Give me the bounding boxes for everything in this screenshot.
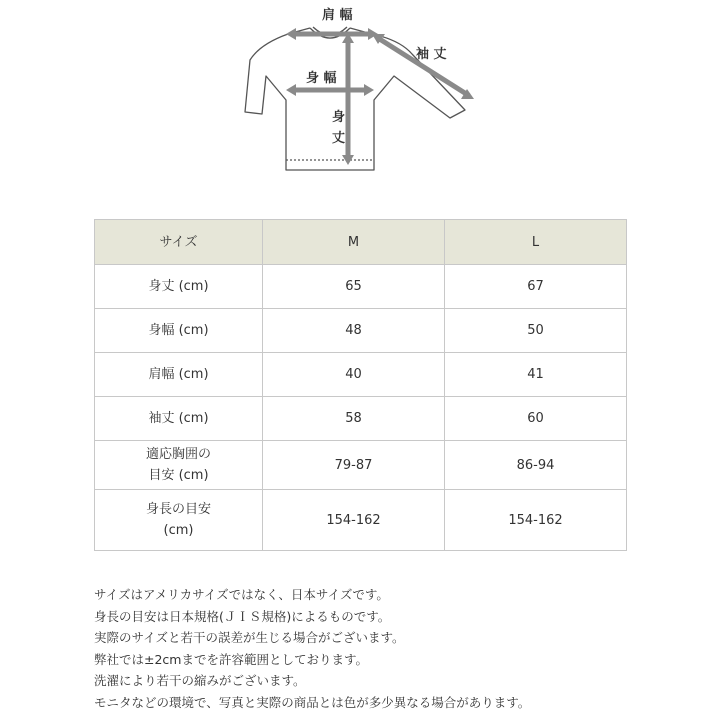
table-row — [95, 490, 627, 551]
value-l: 50 — [445, 309, 627, 353]
note-line: モニタなどの環境で、写真と実際の商品とは色が多少異なる場合があります。 — [94, 694, 531, 710]
shoulder-width-label: 肩 幅 — [322, 8, 353, 23]
value-m: 40 — [263, 353, 445, 397]
table-row — [95, 265, 627, 309]
value-l: 67 — [445, 265, 627, 309]
header-size-label: サイズ — [95, 220, 263, 265]
value-m: 154-162 — [263, 490, 445, 551]
row-label-line: (cm) — [163, 523, 194, 538]
note-line: サイズはアメリカサイズではなく、日本サイズです。 — [94, 587, 389, 602]
value-l: 60 — [445, 397, 627, 441]
garment-measurement-diagram — [240, 0, 480, 190]
table-row — [95, 441, 627, 490]
value-m: 79-87 — [263, 441, 445, 490]
header-size-l: L — [445, 220, 627, 265]
row-label — [95, 441, 263, 490]
row-label: 肩幅 (cm) — [95, 353, 263, 397]
note-line: 身長の目安は日本規格(ＪＩＳ規格)によるものです。 — [94, 608, 391, 624]
row-label — [95, 490, 263, 551]
note-line: 弊社では±2cmまでを許容範囲としております。 — [94, 651, 368, 667]
value-m: 58 — [263, 397, 445, 441]
body-length-label-bottom: 丈 — [332, 131, 346, 146]
value-m: 48 — [263, 309, 445, 353]
row-label-line: 身長の目安 — [145, 502, 211, 517]
body-width-label: 身 幅 — [306, 71, 337, 86]
body-length-label-top: 身 — [332, 110, 346, 125]
size-chart-table — [94, 219, 627, 551]
header-size-m: M — [263, 220, 445, 265]
value-m: 65 — [263, 265, 445, 309]
table-row — [95, 397, 627, 441]
note-line: 洗濯により若干の縮みがございます。 — [94, 673, 306, 688]
note-line: 実際のサイズと若干の誤差が生じる場合がございます。 — [94, 630, 405, 645]
table-header-row — [95, 220, 627, 265]
value-l: 41 — [445, 353, 627, 397]
row-label: 袖丈 (cm) — [95, 397, 263, 441]
row-label-line: 適応胸囲の — [145, 447, 211, 462]
table-row — [95, 353, 627, 397]
row-label: 身丈 (cm) — [95, 265, 263, 309]
table-row — [95, 309, 627, 353]
size-notes — [94, 584, 714, 713]
row-label-line: 目安 (cm) — [148, 468, 209, 483]
sleeve-length-label: 袖 丈 — [416, 47, 447, 62]
row-label: 身幅 (cm) — [95, 309, 263, 353]
value-l: 154-162 — [445, 490, 627, 551]
value-l: 86-94 — [445, 441, 627, 490]
